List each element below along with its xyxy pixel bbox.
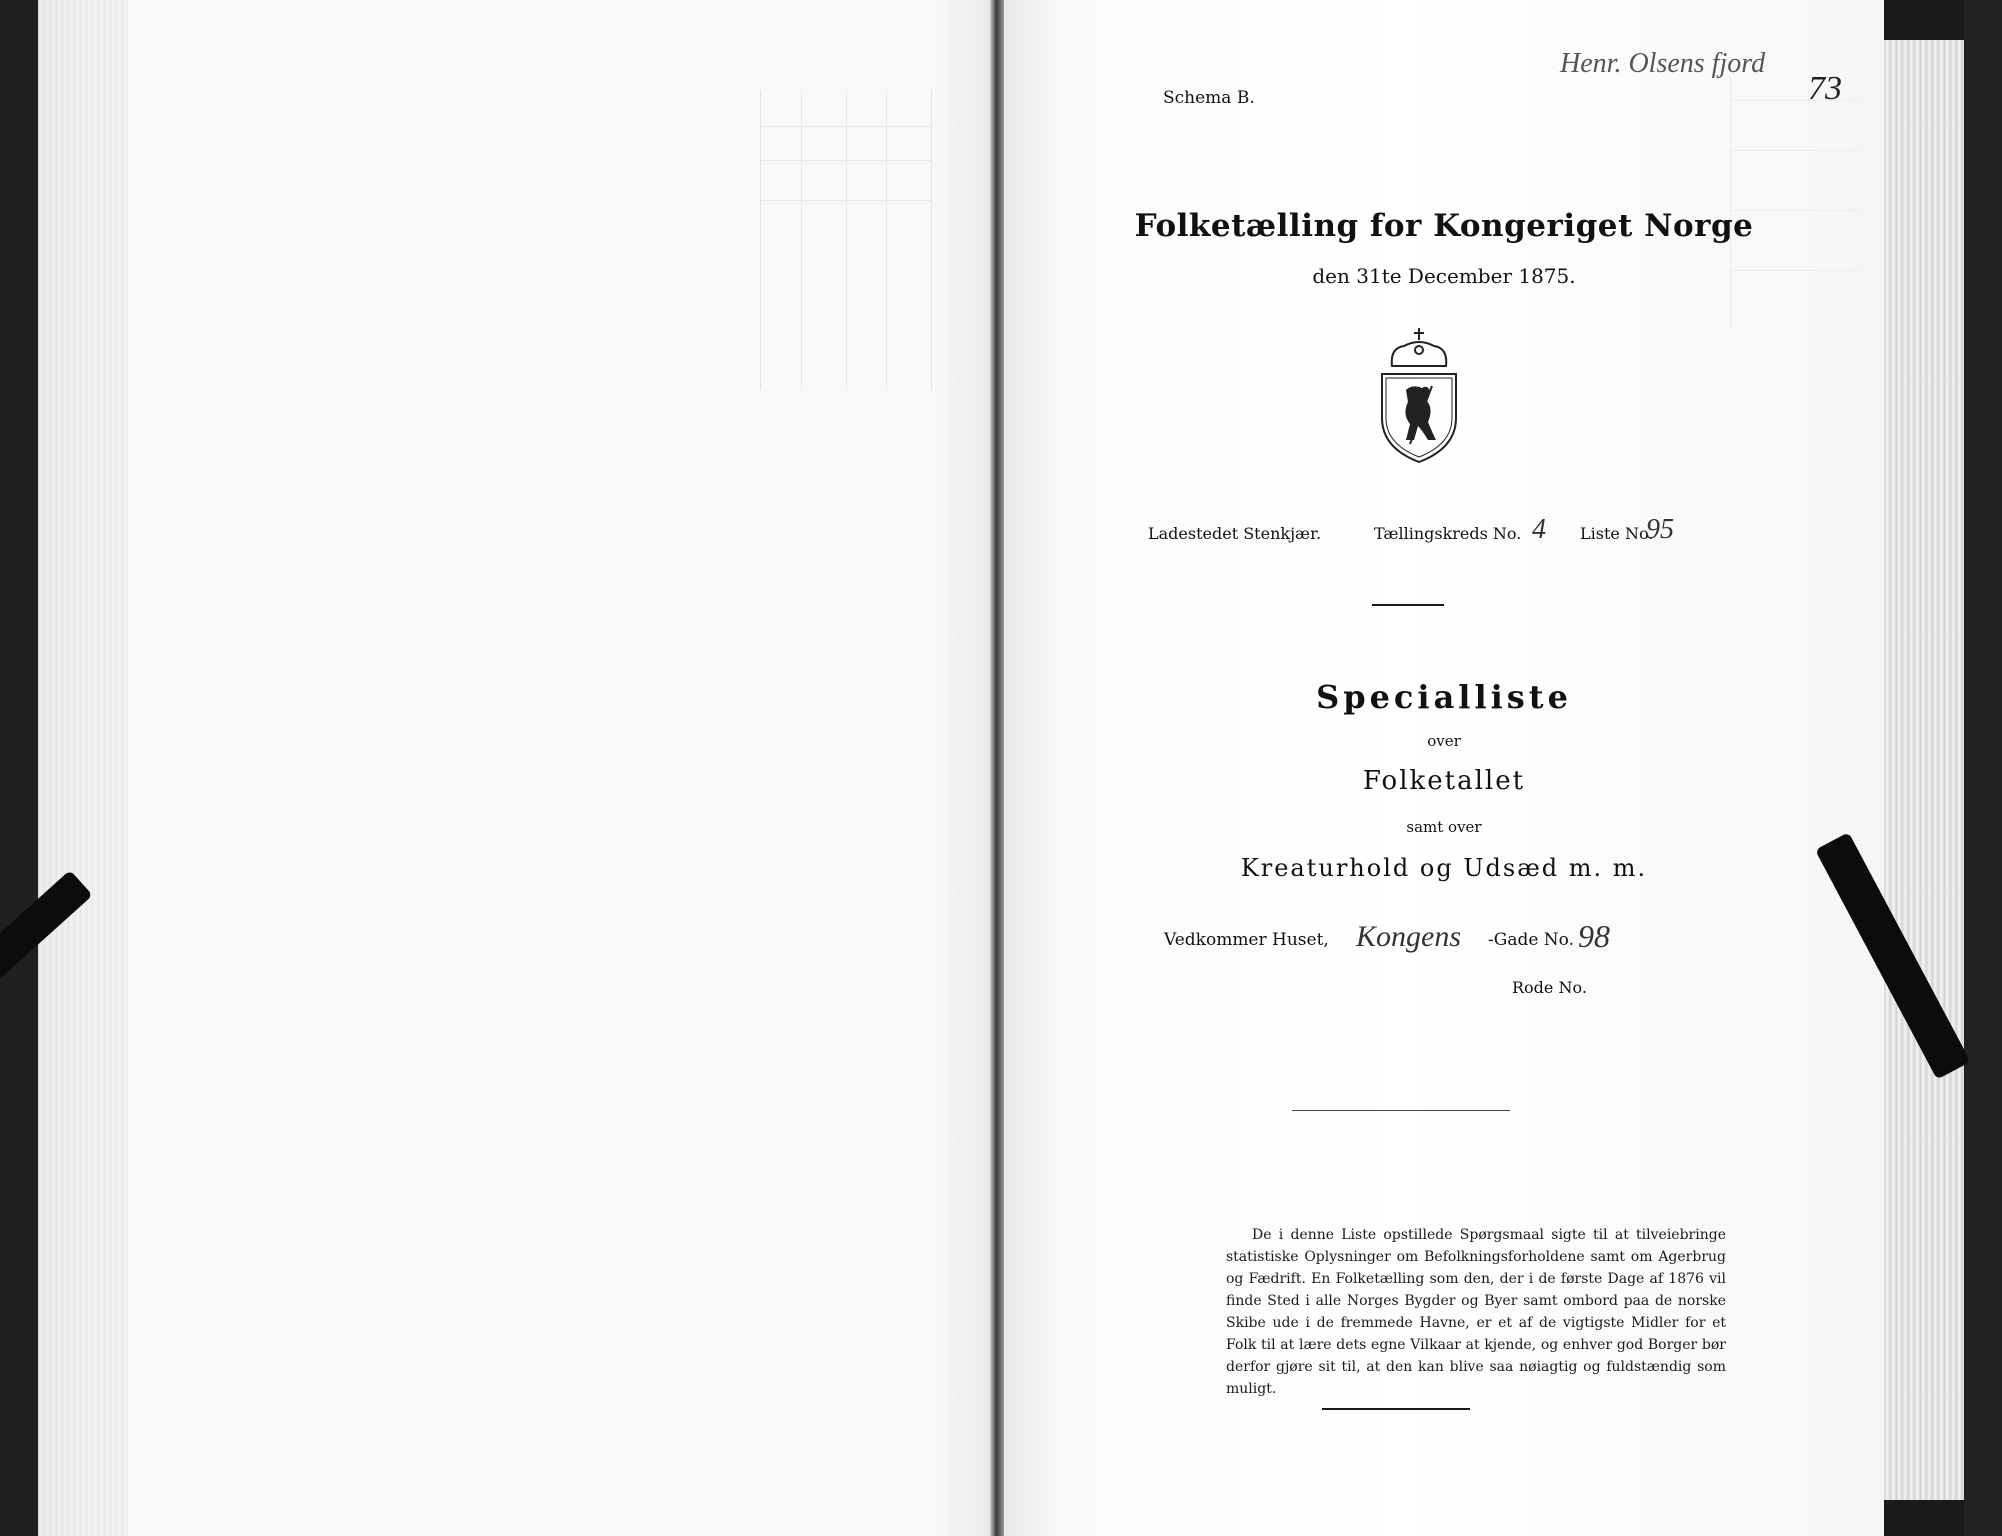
street-number-value: 98 [1578,918,1610,954]
divider-rule [1322,1408,1470,1410]
kreaturhold-heading: Kreaturhold og Udsæd m. m. [1240,854,1648,882]
over-text: over [1427,732,1461,750]
instruction-paragraph: De i denne Liste opstillede Spørgsmaal sigte til at tilveiebringe statistiske Oplysninger om Befolkningsforholdene samt om Agerbrug og Fædrift. En Folketælling som den, der i de første Dage af 1876 vil finde Sted i alle Norges Bygder og Byer samt ombord paa de norske Skibe ude i de fremmede Havne, er et af de vigtigste Midler for et Folk til at lære dets egne Vilkaar at kjende, og enhver god Borger bør derfor gjøre sit til, at den kan blive saa nøiagtig og fuldstændig som muligt. [1226,1227,1726,1397]
left-page-stack [38,0,128,1536]
folketallet-heading: Folketallet [1362,766,1526,796]
place-line: Ladestedet Stenkjær. [1148,524,1322,543]
divider-rule [1292,1110,1510,1111]
coat-of-arms-icon [1370,326,1468,466]
census-date: den 31te December 1875. [1312,264,1576,288]
left-ghost-table [760,90,932,390]
main-title: Folketælling for Kongeriget Norge [1134,208,1754,244]
house-label: Vedkommer Huset, [1164,930,1329,950]
rode-number-label: Rode No. [1512,978,1587,997]
left-book-edge [0,0,38,1536]
list-number-label: Liste No. [1580,524,1654,543]
right-page-stack [1884,40,1964,1500]
schema-label: Schema B. [1163,88,1255,108]
census-district-label: Tællingskreds No. [1374,524,1522,543]
book-spine [990,0,1004,1536]
special-list-title: Specialliste [1316,678,1572,716]
page-number: 73 [1808,70,1842,107]
samt-over-text: samt over [1406,818,1482,836]
right-book-edge [1964,0,2002,1536]
street-number-label: -Gade No. [1488,930,1575,950]
handwritten-note: Henr. Olsens fjord [1560,48,1766,79]
street-name-value: Kongens [1356,920,1461,953]
divider-rule [1372,604,1444,606]
list-number-value: 95 [1646,514,1674,545]
census-district-value: 4 [1532,514,1546,545]
